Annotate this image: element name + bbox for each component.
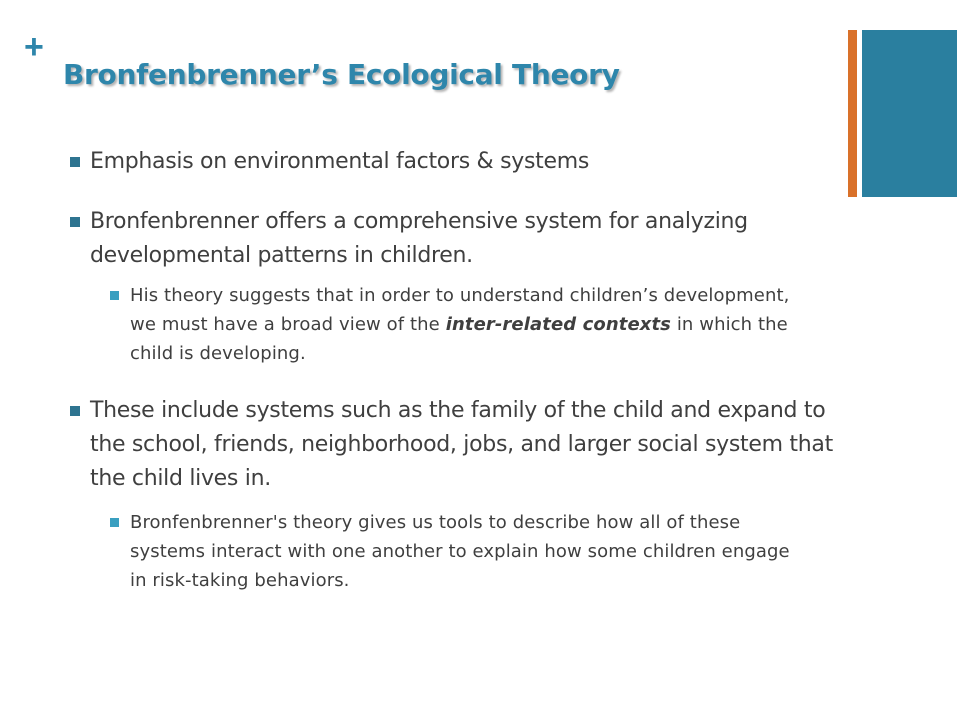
bullet-marker [70, 217, 80, 227]
accent-bar-orange [848, 30, 857, 197]
bullet-item [70, 205, 810, 273]
bullet-text: Bronfenbrenner offers a comprehensive system for analyzing developmental patterns in children. [90, 209, 748, 268]
sub-bullet-item [110, 281, 810, 368]
slide-content [70, 145, 845, 595]
sub-bullet-marker [110, 291, 119, 300]
bullet-text: Emphasis on environmental factors & systems [90, 149, 589, 174]
sub-bullet-text-part1: His theory suggests that in order to understand children’s development, we must have a broad view of the [130, 285, 790, 335]
bullet-item [70, 394, 850, 496]
sub-bullet-text-part2: in which the child is developing. [130, 314, 788, 364]
slide-title: Bronfenbrenner’s Ecological Theory [63, 58, 620, 91]
sub-bullet-item [110, 508, 810, 595]
plus-icon: + [24, 28, 44, 66]
sub-bullet-marker [110, 518, 119, 527]
sub-bullet-emphasis: inter-related contexts [445, 314, 671, 335]
bullet-marker [70, 157, 80, 167]
sub-bullet-text: Bronfenbrenner's theory gives us tools to describe how all of these systems interact with one another to explain how some children engage in risk-taking behaviors. [130, 512, 790, 591]
accent-bar-blue [862, 30, 957, 197]
bullet-marker [70, 406, 80, 416]
bullet-text: These include systems such as the family of the child and expand to the school, friends, neighborhood, jobs, and larger social system that the child lives in. [90, 398, 833, 491]
bullet-item [70, 145, 845, 179]
